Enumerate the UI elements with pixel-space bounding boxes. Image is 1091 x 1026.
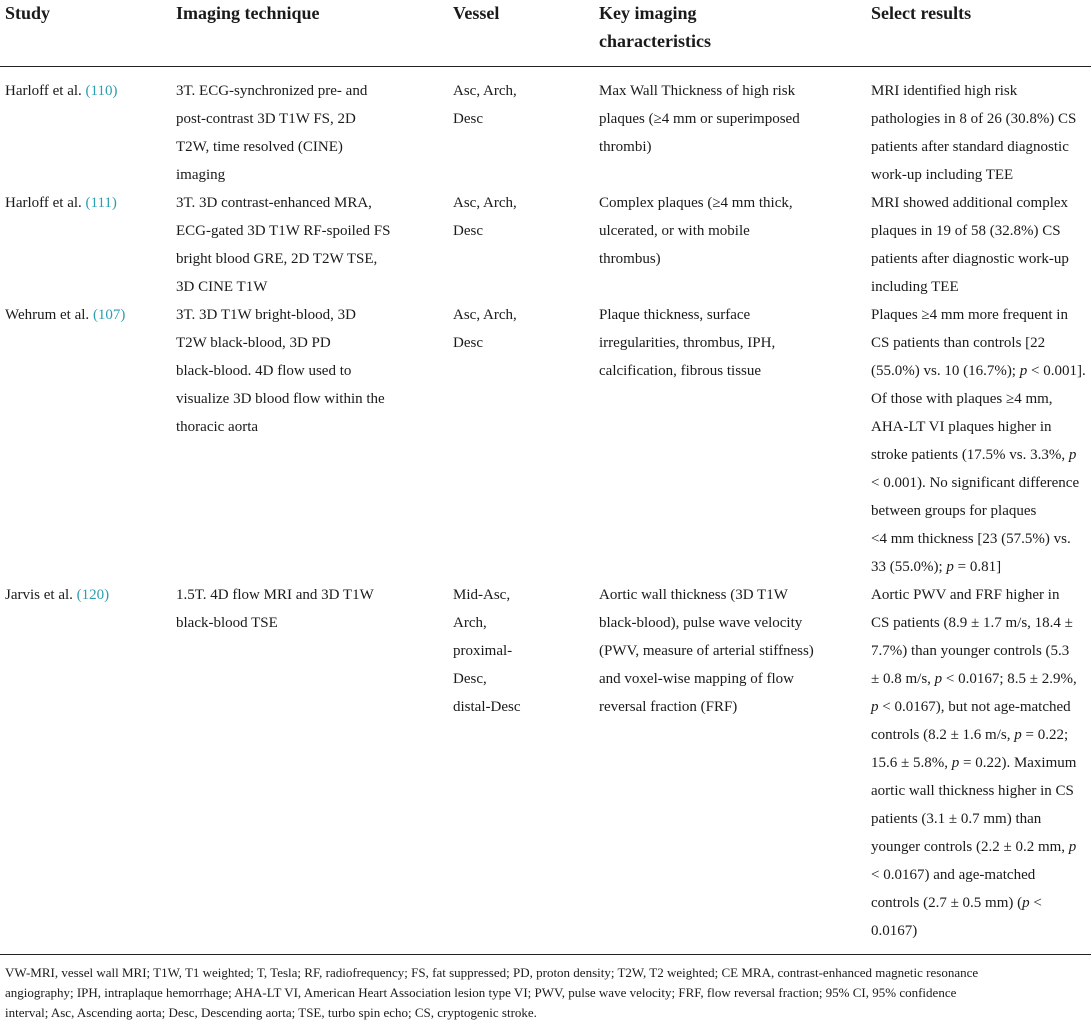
table-header (0, 0, 1091, 67)
results-cell: Aortic PWV and FRF higher in CS patients (8.9 ± 1.7 m/s, 18.4 ± 7.7%) than younger controls (5.3 ± 0.8 m/s, p < 0.0167; 8.5 ± 2.9%, p < 0.0167), but not age-matched controls (8.2 ± 1.6 m/s, p = 0.22; 15.6 ± 5.8%, p = 0.22). Maximum aortic wall thickness higher in CS patients (3.1 ± 0.7 mm) than younger controls (2.2 ± 0.2 mm, p < 0.0167) and age-matched controls (2.7 ± 0.5 mm) (p < 0.0167) (871, 587, 1077, 939)
characteristics-cell: Complex plaques (≥4 mm thick, ulcerated, or with mobile thrombus) (599, 195, 793, 267)
citation-link[interactable]: (111) (85, 195, 117, 211)
technique-cell: 1.5T. 4D flow MRI and 3D T1W black-blood TSE (176, 587, 374, 631)
citation-link[interactable]: (120) (76, 587, 110, 603)
technique-cell: 3T. 3D T1W bright-blood, 3D T2W black-blood, 3D PD black-blood. 4D flow used to visualize 3D blood flow within the thoracic aorta (176, 307, 385, 435)
table-footnote (0, 954, 1091, 1026)
technique-cell: 3T. 3D contrast-enhanced MRA, ECG-gated 3D T1W RF-spoiled FS bright blood GRE, 2D T2W TSE, 3D CINE T1W (176, 195, 391, 295)
vessel-cell: Asc, Arch, Desc (453, 307, 517, 351)
characteristics-cell: Aortic wall thickness (3D T1W black-blood), pulse wave velocity (PWV, measure of arterial stiffness) and voxel-wise mapping of flow reversal fraction (FRF) (599, 587, 814, 715)
results-cell: MRI identified high risk pathologies in 8 of 26 (30.8%) CS patients after standard diagnostic work-up including TEE (871, 83, 1077, 183)
header-characteristics: Key imaging characteristics (599, 3, 711, 51)
characteristics-cell: Plaque thickness, surface irregularities, thrombus, IPH, calcification, fibrous tissue (599, 307, 776, 379)
vessel-cell: Asc, Arch, Desc (453, 195, 517, 239)
study-cell: Jarvis et al. (120) (5, 587, 110, 603)
header-technique: Imaging technique (176, 3, 320, 23)
results-cell: Plaques ≥4 mm more frequent in CS patients than controls [22 (55.0%) vs. 10 (16.7%); p < 0.001]. Of those with plaques ≥4 mm, AHA-LT VI plaques higher in stroke patients (17.5% vs. 3.3%, p < 0.001). No significant difference between groups for plaques <4 mm thickness [23 (57.5%) vs. 33 (55.0%); p = 0.81] (871, 307, 1086, 575)
study-cell: Harloff et al. (111) (5, 195, 117, 211)
study-cell: Wehrum et al. (107) (5, 307, 126, 323)
vessel-cell: Asc, Arch, Desc (453, 83, 517, 127)
vessel-cell: Mid-Asc, Arch, proximal- Desc, distal-Desc (453, 587, 521, 715)
characteristics-cell: Max Wall Thickness of high risk plaques (≥4 mm or superimposed thrombi) (599, 83, 800, 155)
technique-cell: 3T. ECG-synchronized pre- and post-contrast 3D T1W FS, 2D T2W, time resolved (CINE) imaging (176, 83, 368, 183)
results-cell: MRI showed additional complex plaques in 19 of 58 (32.8%) CS patients after diagnostic work-up including TEE (871, 195, 1069, 295)
header-vessel: Vessel (453, 3, 500, 23)
header-study: Study (5, 3, 51, 23)
header-results: Select results (871, 3, 972, 23)
study-cell: Harloff et al. (110) (5, 83, 118, 99)
citation-link[interactable]: (107) (92, 307, 126, 323)
citation-link[interactable]: (110) (85, 83, 118, 99)
footnote-text: VW-MRI, vessel wall MRI; T1W, T1 weighted; T, Tesla; RF, radiofrequency; FS, fat suppressed; PD, proton density; T2W, T2 weighted; CE MRA, contrast-enhanced magnetic resonance angiography; IPH, intraplaque hemorrhage; AHA-LT VI, American Heart Association lesion type VI; PWV, pulse wave velocity; FRF, flow reversal fraction; 95% CI, 95% confidence interval; Asc, Ascending aorta; Desc, Descending aorta; TSE, turbo spin echo; CS, cryptogenic stroke. (5, 965, 979, 1020)
